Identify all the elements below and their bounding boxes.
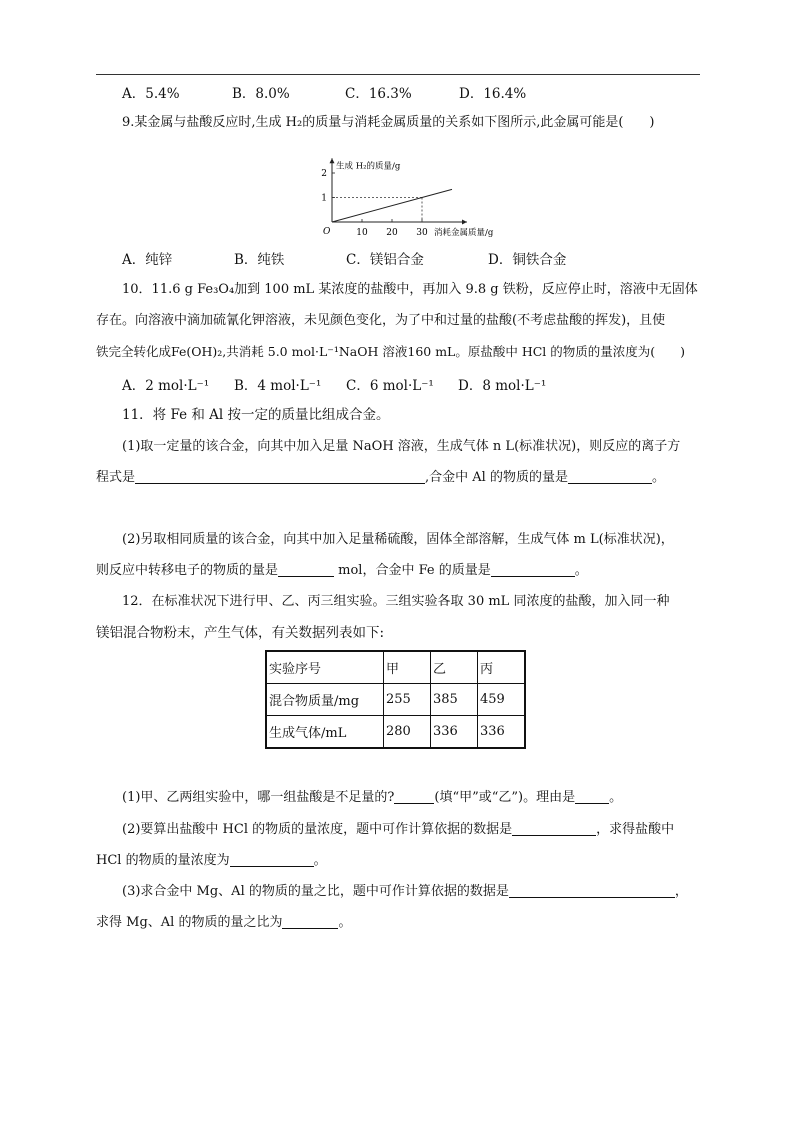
table-cell: 336 <box>478 716 526 749</box>
table-row <box>266 684 525 716</box>
q12-line-1: 12．在标准状况下进行甲、乙、丙三组实验。三组实验各取 30 mL 同浓度的盐酸，加入同一种 <box>122 594 670 609</box>
q9-chart <box>310 140 510 238</box>
q12-part1-text-b: (填“甲”或“乙”)。理由是 <box>434 790 576 805</box>
q12-part3-text-d: 。 <box>338 915 352 930</box>
x-axis-label: 消耗金属质量/g <box>434 228 494 238</box>
q9-option-d: D．铜铁合金 <box>488 252 567 268</box>
q12-part3-line2 <box>96 914 351 932</box>
q9-option-c: C．镁铝合金 <box>346 252 424 268</box>
q12-part1-text-c: 。 <box>609 790 623 805</box>
x-axis-arrow <box>462 220 467 225</box>
q11-fe-mass-blank[interactable] <box>491 562 575 577</box>
q11-part1-text-b: ,合金中 Al 的物质的量是 <box>425 470 568 485</box>
q12-part1 <box>122 789 622 807</box>
q8-option-c: C．16.3% <box>345 86 412 102</box>
q12-hcl-concentration-blank[interactable] <box>230 852 314 867</box>
q11-part2-text-a: 则反应中转移电子的物质的量是 <box>96 563 279 578</box>
table-cell: 336 <box>431 716 478 749</box>
q11-part1-text-a: 程式是 <box>96 470 136 485</box>
q10-line-1: 10．11.6 g Fe₃O₄加到 100 mL 某浓度的盐酸中，再加入 9.8 g 铁粉，反应停止时，溶液中无固体 <box>122 282 698 297</box>
table-cell: 乙 <box>431 651 478 684</box>
q12-part2-line2 <box>96 852 327 870</box>
q12-hcl-data-blank[interactable] <box>512 821 596 836</box>
x-tick-label: 20 <box>386 228 398 238</box>
series-line-h2 <box>332 189 452 222</box>
q11-part2-text-b: mol，合金中 Fe 的质量是 <box>334 563 491 578</box>
q12-part2-text-a: (2)要算出盐酸中 HCl 的物质的量浓度，题中可作计算依据的数据是 <box>122 822 513 837</box>
q12-part2-text-c: HCl 的物质的量浓度为 <box>96 853 230 868</box>
q11-electron-moles-blank[interactable] <box>278 562 334 577</box>
q10-option-a: A．2 mol·L⁻¹ <box>122 378 210 394</box>
q11-part2-line2 <box>96 562 588 580</box>
table-cell: 甲 <box>384 651 431 684</box>
q12-ratio-data-blank[interactable] <box>509 883 675 898</box>
q11-al-moles-blank[interactable] <box>568 469 652 484</box>
q8-option-a: A．5.4% <box>122 86 180 102</box>
q12-mg-al-ratio-blank[interactable] <box>282 914 338 929</box>
header-rule <box>96 74 700 75</box>
q10-option-b: B．4 mol·L⁻¹ <box>234 378 322 394</box>
q9-stem: 9.某金属与盐酸反应时,生成 H₂的质量与消耗金属质量的关系如下图所示,此金属可能是( ) <box>122 115 655 130</box>
q11-part2-line1: (2)另取相同质量的该合金，向其中加入足量稀硫酸，固体全部溶解，生成气体 m L(标准状况)， <box>122 532 674 547</box>
table-cell: 生成气体/mL <box>266 716 384 749</box>
q12-part3-line1 <box>122 883 688 901</box>
table-cell: 255 <box>384 684 431 716</box>
q12-part3-text-b: ， <box>674 884 688 899</box>
q12-data-table <box>265 650 526 749</box>
q10-line-2: 存在。向溶液中滴加硫氰化钾溶液，未见颜色变化，为了中和过量的盐酸(不考虑盐酸的挥发)，且使 <box>96 313 666 328</box>
q11-part1-text-c: 。 <box>651 470 665 485</box>
x-tick-label: 30 <box>416 228 428 238</box>
y-tick-label: 1 <box>321 193 327 204</box>
table-cell: 385 <box>431 684 478 716</box>
origin-label: O <box>323 227 331 237</box>
q12-part3-text-c: 求得 Mg、Al 的物质的量之比为 <box>96 915 283 930</box>
q12-part1-text-a: (1)甲、乙两组实验中，哪一组盐酸是不足量的? <box>122 790 395 805</box>
q10-option-c: C．6 mol·L⁻¹ <box>346 378 434 394</box>
x-tick-label: 10 <box>356 228 368 238</box>
q11-part1-line1: (1)取一定量的该合金，向其中加入足量 NaOH 溶液，生成气体 n L(标准状况)，则反应的离子方 <box>122 439 681 454</box>
q10-option-d: D．8 mol·L⁻¹ <box>458 378 547 394</box>
table-header-row <box>266 651 525 684</box>
q9-option-b: B．纯铁 <box>234 252 285 268</box>
q12-part2-line1 <box>122 821 674 839</box>
q12-part2-text-b: ，求得盐酸中 <box>596 822 675 837</box>
table-cell: 实验序号 <box>266 651 384 684</box>
y-axis-label: 生成 H₂的质量/g <box>336 161 401 172</box>
q10-line-3: 铁完全转化成Fe(OH)₂,共消耗 5.0 mol·L⁻¹NaOH 溶液160 mL。原盐酸中 HCl 的物质的量浓度为( ) <box>96 344 686 359</box>
table-cell: 280 <box>384 716 431 749</box>
q12-part2-text-d: 。 <box>313 853 327 868</box>
q12-insufficient-group-blank[interactable] <box>394 789 434 804</box>
q11-part2-text-c: 。 <box>574 563 588 578</box>
y-tick-label: 2 <box>321 169 327 179</box>
q12-line-2: 镁铝混合物粉末，产生气体，有关数据列表如下: <box>96 625 385 641</box>
table-row <box>266 716 525 749</box>
q12-reason-blank[interactable] <box>575 789 609 804</box>
q8-option-d: D．16.4% <box>459 86 527 102</box>
table-cell: 丙 <box>478 651 526 684</box>
q12-part3-text-a: (3)求合金中 Mg、Al 的物质的量之比，题中可作计算依据的数据是 <box>122 884 509 899</box>
q11-stem: 11．将 Fe 和 Al 按一定的质量比组成合金。 <box>122 407 390 423</box>
q8-option-b: B．8.0% <box>232 86 290 102</box>
table-cell: 459 <box>478 684 526 716</box>
q11-ionic-equation-blank[interactable] <box>135 469 425 484</box>
y-axis-arrow <box>330 158 335 163</box>
q11-part1-line2 <box>96 469 665 487</box>
table-cell: 混合物质量/mg <box>266 684 384 716</box>
q9-option-a: A．纯锌 <box>122 252 173 268</box>
